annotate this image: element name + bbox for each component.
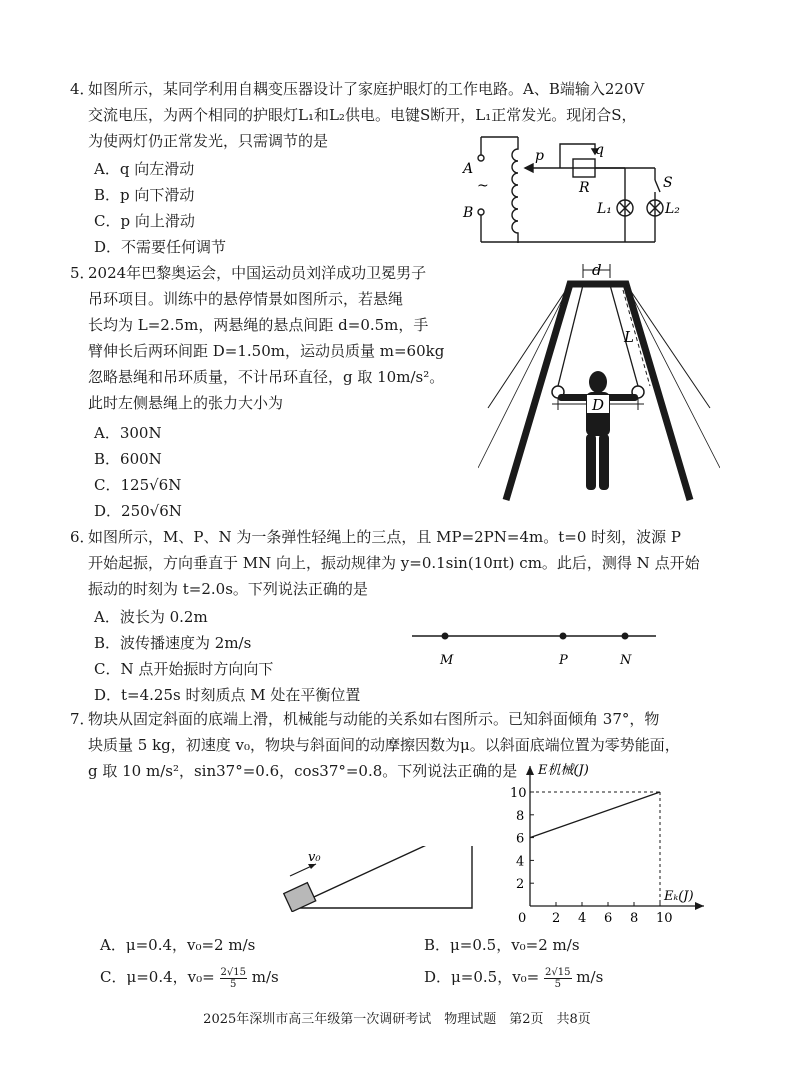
q5-option-c[interactable]: C．125√6N [94, 476, 182, 494]
q7-option-c-fraction [220, 967, 247, 990]
q7-option-c[interactable] [100, 964, 279, 990]
page-footer: 2025年深圳市高三年级第一次调研考试 物理试题 第2页 共8页 [203, 1012, 591, 1027]
fraction-numerator: 2√15 [220, 966, 246, 978]
x-tick-label-8: 8 [630, 911, 639, 926]
q4-circuit-figure [455, 132, 695, 250]
q4-line1: 如图所示，某同学利用自耦变压器设计了家庭护眼灯的工作电路。A、B端输入220V [88, 80, 645, 98]
q7-option-d[interactable] [424, 964, 603, 990]
x-axis-label: Eₖ(J) [664, 889, 694, 904]
q4-line3: 为使两灯仍正常发光，只需调节的是 [88, 132, 329, 150]
q4-option-a[interactable]: A．q 向左滑动 [94, 160, 195, 178]
fraction-numerator: 2√15 [545, 966, 571, 978]
fig-ac-symbol: ~ [477, 178, 489, 194]
label-m: M [440, 653, 454, 668]
q6-line2: 开始起振，方向垂直于 MN 向上，振动规律为 y=0.1sin(10πt) cm。此后，测得 N 点开始 [88, 554, 700, 572]
y-tick-label-4: 4 [516, 854, 525, 870]
q5-line1: 2024年巴黎奥运会，中国运动员刘洋成功卫冕男子 [88, 264, 427, 282]
q4-number: 4． [70, 80, 95, 98]
y-tick-label-6: 6 [516, 831, 525, 847]
fig-label-p: p [535, 148, 544, 164]
series-line-0 [530, 792, 660, 838]
q4-options [94, 156, 226, 260]
q4-option-b[interactable]: B．p 向下滑动 [94, 186, 195, 204]
fig-label-l2: L₂ [665, 201, 680, 217]
label-p: P [559, 653, 568, 668]
fraction-denominator: 5 [230, 978, 237, 990]
y-tick-label-2: 2 [516, 877, 525, 893]
q7-energy-chart [496, 756, 722, 928]
q7-number: 7． [70, 710, 95, 728]
q6-option-c[interactable]: C．N 点开始振时方向向下 [94, 660, 274, 678]
point-m [442, 633, 449, 640]
q6-rope-figure [412, 624, 657, 670]
q5-stem [72, 260, 472, 416]
fig-label-d-small: d [592, 261, 602, 279]
q5-line4: 臂伸长后两环间距 D=1.50m，运动员质量 m=60kg [88, 342, 445, 360]
y-axis-label: E机械(J) [538, 763, 589, 778]
fig-label-l: L [624, 328, 634, 346]
x-tick-label-4: 4 [578, 911, 587, 926]
x-tick-label-6: 6 [604, 911, 613, 926]
fig-label-a: A [463, 161, 474, 177]
q5-line6: 此时左侧悬绳上的张力大小为 [88, 394, 284, 412]
fraction-denominator: 5 [554, 978, 561, 990]
q7-line3: g 取 10 m/s²，sin37°=0.6，cos37°=0.8。下列说法正确的是 [88, 762, 518, 780]
q6-option-a[interactable]: A．波长为 0.2m [94, 608, 208, 626]
q6-line3: 振动的时刻为 t=2.0s。下列说法正确的是 [88, 580, 368, 598]
q7-option-d-unit: m/s [576, 968, 604, 986]
q5-number: 5． [70, 264, 95, 282]
q5-rings-figure [478, 258, 720, 503]
fig-label-r: R [579, 180, 590, 196]
q6-stem [72, 524, 712, 602]
q6-option-b[interactable]: B．波传播速度为 2m/s [94, 634, 252, 652]
q5-option-d[interactable]: D．250√6N [94, 502, 182, 520]
origin-label: 0 [518, 911, 527, 926]
q6-number: 6． [70, 528, 95, 546]
q4-option-d[interactable]: D．不需要任何调节 [94, 238, 227, 256]
q6-line1: 如图所示，M、P、N 为一条弹性轻绳上的三点，且 MP=2PN=4m。t=0 时刻，波源 P [88, 528, 682, 546]
q5-options [94, 420, 182, 524]
q7-option-d-fraction [544, 967, 571, 990]
q7-option-a[interactable]: A．μ=0.4，v₀=2 m/s [100, 936, 256, 954]
fig-label-b: B [463, 205, 474, 221]
q5-line3: 长均为 L=2.5m，两悬绳的悬点间距 d=0.5m，手 [88, 316, 429, 334]
q7-incline-figure [280, 846, 476, 912]
q4-line2: 交流电压，为两个相同的护眼灯L₁和L₂供电。电键S断开，L₁正常发光。现闭合S， [88, 106, 637, 124]
fig-label-l1: L₁ [597, 201, 612, 217]
q7-option-c-prefix: C．μ=0.4，v₀= [100, 968, 215, 986]
q7-option-b[interactable]: B．μ=0.5，v₀=2 m/s [424, 936, 580, 954]
q5-line5: 忽略悬绳和吊环质量，不计吊环直径，g 取 10m/s²。 [88, 368, 445, 386]
fig-label-s: S [663, 175, 673, 191]
incline-v0-label: v₀ [308, 850, 321, 865]
q5-line2: 吊环项目。训练中的悬停情景如图所示，若悬绳 [88, 290, 404, 308]
y-tick-label-8: 8 [516, 808, 525, 824]
q7-line1: 物块从固定斜面的底端上滑，机械能与动能的关系如右图所示。已知斜面倾角 37°，物 [88, 710, 660, 728]
q4-option-c[interactable]: C．p 向上滑动 [94, 212, 195, 230]
x-tick-label-2: 2 [552, 911, 561, 926]
point-n [622, 633, 629, 640]
point-p [560, 633, 567, 640]
x-tick-label-10: 10 [656, 911, 673, 926]
q5-option-b[interactable]: B．600N [94, 450, 162, 468]
fig-label-q: q [595, 142, 604, 158]
q6-option-d[interactable]: D．t=4.25s 时刻质点 M 处在平衡位置 [94, 686, 361, 704]
q7-line2: 块质量 5 kg，初速度 v₀，物块与斜面间的动摩擦因数为μ。以斜面底端位置为零势能面， [88, 736, 680, 754]
fig-label-d-large: D [592, 396, 605, 414]
q5-option-a[interactable]: A．300N [94, 424, 162, 442]
q7-option-d-prefix: D．μ=0.5，v₀= [424, 968, 540, 986]
label-n: N [620, 653, 632, 668]
y-tick-label-10: 10 [510, 786, 527, 801]
q7-option-c-unit: m/s [251, 968, 279, 986]
q6-options [94, 604, 360, 708]
